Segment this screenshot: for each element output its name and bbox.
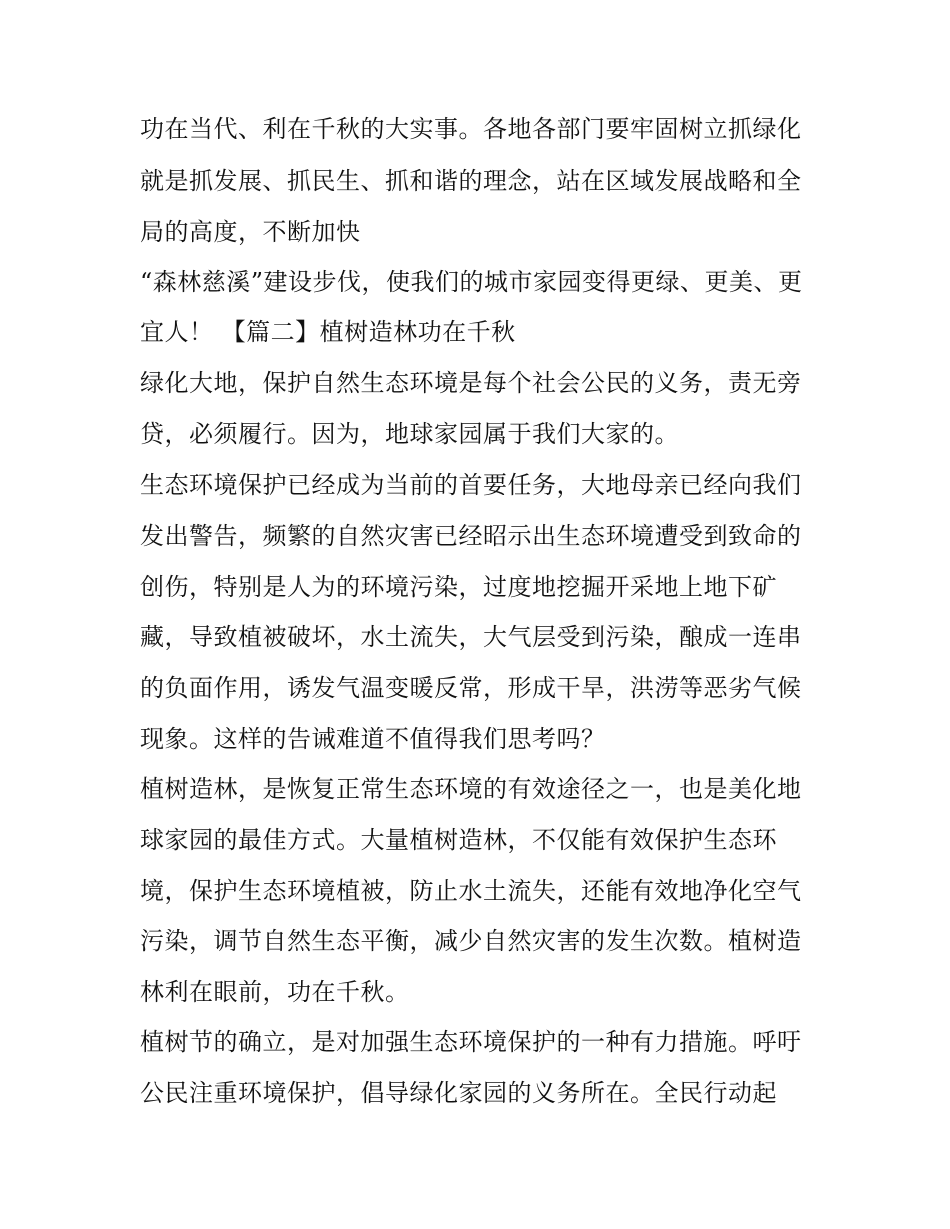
text-line: 球家园的最佳方式。大量植树造林，不仅能有效保护生态环 [140,826,777,854]
text-line: “森林慈溪”建设步伐，使我们的城市家园变得更绿、更美、更 [140,268,803,296]
text-line: 创伤，特别是人为的环境污染，过度地挖掘开采地上地下矿 [140,573,777,601]
text-line: 贷，必须履行。因为，地球家园属于我们大家的。 [140,420,679,448]
text-line: 的负面作用，诱发气温变暖反常，形成干旱，洪涝等恶劣气候 [140,674,802,702]
text-line: 现象。这样的告诫难道不值得我们思考吗？ [140,725,606,753]
text-line: 就是抓发展、抓民生、抓和谐的理念，站在区域发展战略和全 [140,167,802,195]
text-line: 功在当代、利在千秋的大实事。各地各部门要牢固树立抓绿化 [140,115,802,143]
text-line: 发出警告，频繁的自然灾害已经昭示出生态环境遭受到致命的 [140,522,802,550]
text-line: 林利在眼前，功在千秋。 [140,978,410,1006]
text-line: 局的高度，不断加快 [140,218,361,246]
text-line: 藏，导致植被破坏，水土流失，大气层受到污染，酿成一连串 [140,623,802,651]
text-line: 境，保护生态环境植被，防止水土流失，还能有效地净化空气 [140,877,802,905]
text-line: 绿化大地，保护自然生态环境是每个社会公民的义务，责无旁 [140,369,802,397]
text-line: 植树造林，是恢复正常生态环境的有效途径之一，也是美化地 [140,775,802,803]
text-line: 生态环境保护已经成为当前的首要任务，大地母亲已经向我们 [140,471,802,499]
section-heading-line: 宜人！ 【篇二】植树造林功在千秋 [140,318,516,346]
text-line: 污染，调节自然生态平衡，减少自然灾害的发生次数。植树造 [140,927,802,955]
text-line: 公民注重环境保护，倡导绿化家园的义务所在。全民行动起 [140,1079,777,1107]
text-line: 植树节的确立，是对加强生态环境保护的一种有力措施。呼吁 [140,1028,802,1056]
